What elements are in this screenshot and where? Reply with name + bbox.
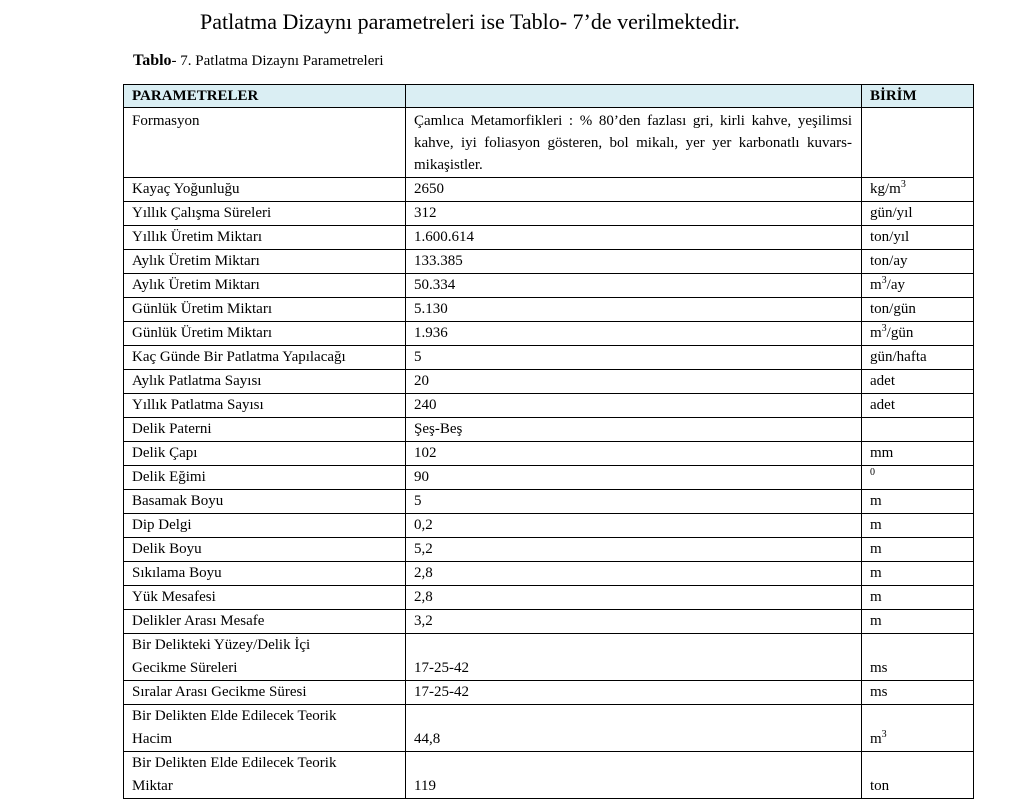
cell-unit	[862, 418, 974, 442]
table-row	[124, 394, 974, 418]
cell-value: 119	[406, 752, 862, 799]
cell-param: Dip Delgi	[124, 514, 406, 538]
cell-value: 5	[406, 490, 862, 514]
cell-unit	[862, 322, 974, 346]
cell-param-line: Miktar	[132, 778, 173, 794]
cell-param: Kaç Günde Bir Patlatma Yapılacağı	[124, 346, 406, 370]
table-row	[124, 466, 974, 490]
unit-superscript: 0	[870, 467, 875, 478]
table-row	[124, 250, 974, 274]
cell-value: 133.385	[406, 250, 862, 274]
cell-value: Şeş-Beş	[406, 418, 862, 442]
cell-unit	[862, 705, 974, 752]
unit-base: m	[870, 277, 882, 293]
unit-text: ton	[870, 778, 890, 794]
cell-param: Kayaç Yoğunluğu	[124, 178, 406, 202]
unit-suffix: /ay	[886, 277, 905, 293]
cell-param-line: Bir Delikteki Yüzey/Delik İçi	[132, 637, 311, 653]
cell-value: 17-25-42	[406, 681, 862, 705]
cell-unit	[862, 108, 974, 178]
cell-unit	[862, 226, 974, 250]
table-row	[124, 586, 974, 610]
unit-text: m	[870, 493, 882, 509]
cell-param: Yıllık Üretim Miktarı	[124, 226, 406, 250]
header-unit: BİRİM	[862, 85, 974, 108]
cell-value: 2,8	[406, 586, 862, 610]
table-row-miktar	[124, 752, 974, 799]
cell-param: Günlük Üretim Miktarı	[124, 298, 406, 322]
cell-unit	[862, 490, 974, 514]
cell-value: 44,8	[406, 705, 862, 752]
cell-value: 3,2	[406, 610, 862, 634]
cell-value: 1.936	[406, 322, 862, 346]
unit-text: m	[870, 565, 882, 581]
cell-value: 312	[406, 202, 862, 226]
table-row-formasyon	[124, 108, 974, 178]
cell-value: 1.600.614	[406, 226, 862, 250]
cell-value: 0,2	[406, 514, 862, 538]
unit-superscript: 3	[881, 275, 887, 286]
cell-unit	[862, 562, 974, 586]
cell-value: 50.334	[406, 274, 862, 298]
cell-unit	[862, 346, 974, 370]
table-row	[124, 514, 974, 538]
cell-param-line: Bir Delikten Elde Edilecek Teorik	[132, 708, 337, 724]
unit-text: mm	[870, 445, 894, 461]
table-row-gecikme	[124, 634, 974, 681]
cell-unit	[862, 514, 974, 538]
cell-unit	[862, 538, 974, 562]
cell-param: Delik Paterni	[124, 418, 406, 442]
table-row	[124, 562, 974, 586]
cell-unit	[862, 394, 974, 418]
intro-text: Patlatma Dizaynı parametreleri ise Tablo- 7’de verilmektedir.	[200, 9, 740, 34]
unit-text: adet	[870, 373, 895, 389]
cell-param-line: Bir Delikten Elde Edilecek Teorik	[132, 755, 337, 771]
unit-text: m	[870, 613, 882, 629]
unit-text: ton/gün	[870, 301, 916, 317]
unit-superscript: 3	[900, 179, 906, 190]
unit-superscript: 3	[881, 729, 887, 740]
unit-text: m	[870, 541, 882, 557]
cell-param: Yük Mesafesi	[124, 586, 406, 610]
cell-param: Sıkılama Boyu	[124, 562, 406, 586]
table-row	[124, 370, 974, 394]
cell-param: Sıralar Arası Gecikme Süresi	[124, 681, 406, 705]
unit-base: m	[870, 325, 882, 341]
cell-param	[124, 752, 406, 799]
cell-param: Aylık Patlatma Sayısı	[124, 370, 406, 394]
table-row	[124, 538, 974, 562]
unit-text: ton/yıl	[870, 229, 910, 245]
table-row	[124, 226, 974, 250]
table-header-row	[124, 85, 974, 108]
cell-param: Formasyon	[124, 108, 406, 178]
unit-text: m	[870, 731, 882, 747]
table-row	[124, 490, 974, 514]
caption-title: - 7. Patlatma Dizaynı Parametreleri	[171, 53, 384, 69]
cell-param: Yıllık Çalışma Süreleri	[124, 202, 406, 226]
unit-text: ms	[870, 660, 888, 676]
table-row	[124, 274, 974, 298]
unit-text: adet	[870, 397, 895, 413]
table-row	[124, 178, 974, 202]
cell-value: 240	[406, 394, 862, 418]
header-parameters: PARAMETRELER	[124, 85, 406, 108]
cell-unit	[862, 250, 974, 274]
header-value	[406, 85, 862, 108]
cell-unit	[862, 586, 974, 610]
cell-value: 5,2	[406, 538, 862, 562]
unit-text: kg/m	[870, 181, 901, 197]
cell-value: 17-25-42	[406, 634, 862, 681]
table-row	[124, 418, 974, 442]
cell-param: Aylık Üretim Miktarı	[124, 250, 406, 274]
cell-unit	[862, 202, 974, 226]
unit-text: gün/hafta	[870, 349, 927, 365]
blast-design-table	[123, 84, 974, 799]
cell-param	[124, 634, 406, 681]
unit-suffix: /gün	[886, 325, 914, 341]
cell-param: Delik Eğimi	[124, 466, 406, 490]
table-caption	[133, 52, 384, 70]
cell-param-line: Gecikme Süreleri	[132, 660, 238, 676]
cell-value: 2,8	[406, 562, 862, 586]
cell-value: 2650	[406, 178, 862, 202]
table-row	[124, 610, 974, 634]
cell-param-line: Hacim	[132, 731, 172, 747]
unit-text: m	[870, 517, 882, 533]
cell-param: Günlük Üretim Miktarı	[124, 322, 406, 346]
cell-value: 102	[406, 442, 862, 466]
table-row	[124, 298, 974, 322]
cell-unit	[862, 442, 974, 466]
unit-text: gün/yıl	[870, 205, 913, 221]
cell-unit	[862, 466, 974, 490]
cell-param	[124, 705, 406, 752]
cell-unit	[862, 178, 974, 202]
cell-param: Yıllık Patlatma Sayısı	[124, 394, 406, 418]
cell-unit: ms	[862, 681, 974, 705]
cell-value: 90	[406, 466, 862, 490]
table-row-hacim	[124, 705, 974, 752]
cell-unit	[862, 370, 974, 394]
cell-param: Delik Boyu	[124, 538, 406, 562]
unit-text: m	[870, 589, 882, 605]
cell-value: Çamlıca Metamorfikleri : % 80’den fazlası gri, kirli kahve, yeşilimsi kahve, iyi foliasyon gösteren, bol mikalı, yer yer karbonatlı kuvars-mikaşistler.	[406, 108, 862, 178]
cell-param: Aylık Üretim Miktarı	[124, 274, 406, 298]
cell-unit	[862, 274, 974, 298]
cell-unit	[862, 634, 974, 681]
cell-param: Delik Çapı	[124, 442, 406, 466]
cell-param: Basamak Boyu	[124, 490, 406, 514]
cell-unit	[862, 610, 974, 634]
table-row-siralar	[124, 681, 974, 705]
unit-text: ton/ay	[870, 253, 908, 269]
cell-value: 5.130	[406, 298, 862, 322]
table-row	[124, 346, 974, 370]
cell-value: 20	[406, 370, 862, 394]
cell-param: Delikler Arası Mesafe	[124, 610, 406, 634]
table-row	[124, 322, 974, 346]
caption-label: Tablo	[133, 52, 172, 69]
cell-unit	[862, 298, 974, 322]
cell-unit	[862, 752, 974, 799]
cell-value: 5	[406, 346, 862, 370]
table-row	[124, 202, 974, 226]
table-row	[124, 442, 974, 466]
unit-superscript: 3	[881, 323, 887, 334]
